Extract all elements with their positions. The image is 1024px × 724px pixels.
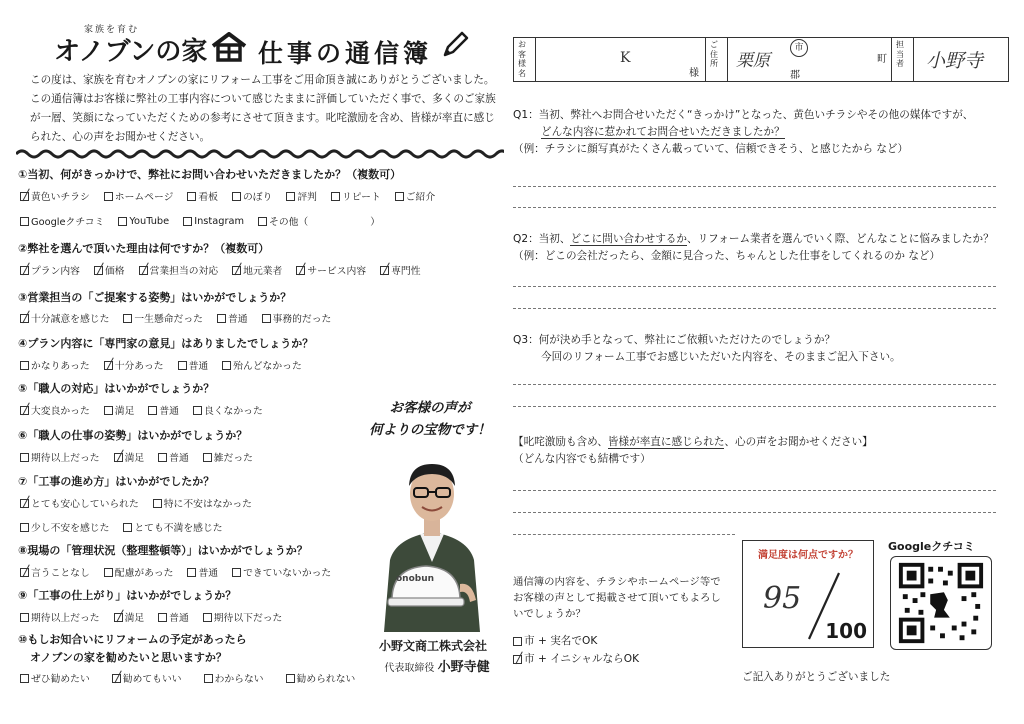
option-label: 勧めてもいい [122, 674, 182, 685]
checkbox-option[interactable] [258, 214, 380, 228]
option-label: 勧められない [296, 674, 356, 685]
checkbox-option[interactable] [104, 358, 164, 372]
option-label: 一生懸命だった [134, 314, 203, 325]
checkbox-icon[interactable] [153, 499, 162, 508]
checkbox-option[interactable] [203, 450, 253, 464]
answer-line[interactable] [513, 406, 996, 407]
options-row [20, 358, 302, 372]
checkbox-checked-icon[interactable] [94, 266, 103, 275]
checkbox-icon[interactable] [262, 314, 271, 323]
checkbox-option[interactable] [193, 403, 263, 417]
customer-name-label: お客様名 [518, 40, 526, 78]
option-label: 少し不安を感じた [31, 523, 110, 534]
option-label: 普通 [227, 314, 248, 325]
option-label: その他（ [269, 217, 309, 228]
checkbox-option[interactable] [222, 358, 302, 372]
q10-options [20, 671, 355, 685]
intro-text: この度は、家族を育むオノブンの家にリフォーム工事をご用命頂き誠にありがとうございました。この通信簿はお客様に弊社の工事内容について感じたままに評価していただく事で、多くのご家族が一層、笑顔になっていただくための参考にさせて頂きます。叱咤激励を含め、皆様が率直に感じられた、心の声をお聞かせください。 [30, 74, 496, 143]
checkbox-option[interactable] [20, 610, 100, 624]
option-label: YouTube [129, 215, 170, 227]
checkbox-option[interactable] [204, 671, 264, 685]
checkbox-icon[interactable] [395, 192, 404, 201]
answer-line[interactable] [513, 207, 996, 208]
checkbox-checked-icon[interactable] [114, 613, 123, 622]
option-label: のぼり [242, 192, 273, 203]
option-label: 満足 [124, 613, 145, 624]
checkbox-option[interactable] [232, 565, 331, 579]
satisfaction-score-box [742, 540, 874, 648]
option-label: ぜひ勧めたい [31, 674, 90, 685]
checkbox-checked-icon[interactable] [20, 406, 29, 415]
voice-line1a: 【叱咤激励も含め、 [513, 436, 608, 448]
option-label: 地元業者 [243, 266, 283, 277]
options-row [20, 520, 223, 534]
slogan-line2: 何よりの宝物です！ [369, 422, 491, 438]
voice-line1b: 皆様が率直に感じられた [607, 436, 725, 448]
option-label: 十分あった [114, 361, 164, 372]
option-label: 特に不安はなかった [163, 499, 252, 510]
option-label: 価格 [104, 266, 125, 277]
wavy-divider [16, 148, 504, 160]
option-label: 看板 [198, 192, 218, 203]
checkbox-icon[interactable] [217, 314, 226, 323]
checkbox-option[interactable] [153, 496, 252, 510]
options-row [20, 496, 252, 510]
checkbox-option[interactable] [148, 403, 179, 417]
option-label: 期待以上だった [31, 613, 100, 624]
publication-options [513, 632, 639, 668]
q10-title-line2: オノブンの家を勧めたいと思いますか？ [30, 651, 227, 664]
checkbox-option[interactable] [158, 610, 189, 624]
q2-line1b: どこに問い合わせするか [570, 233, 687, 245]
checkbox-checked-icon[interactable] [114, 453, 123, 462]
checkbox-icon[interactable] [513, 637, 522, 646]
options-row [20, 403, 263, 417]
option-label: かなりあった [31, 361, 90, 372]
checkbox-icon[interactable] [148, 406, 157, 415]
score-label: 満足度は何点ですか？ [758, 550, 858, 561]
option-label: 満足 [124, 453, 145, 464]
honorific: 様 [689, 68, 699, 79]
checkbox-checked-icon[interactable] [20, 192, 29, 201]
option-label: 期待以上だった [31, 453, 100, 464]
checkbox-option[interactable] [203, 610, 283, 624]
checkbox-icon[interactable] [20, 613, 29, 622]
option-label: とても安心していられた [31, 499, 139, 510]
brand-subtitle: 家族を育む [84, 25, 140, 35]
q2-line1a: Q2：当初、 [513, 233, 571, 245]
checkbox-option[interactable] [139, 263, 219, 277]
staff-name[interactable]: 小野寺 [926, 50, 984, 72]
checkbox-checked-icon[interactable] [20, 568, 29, 577]
checkbox-icon[interactable] [118, 217, 127, 226]
question-title: ⑤「職人の対応」はいかがでしょうか？ [18, 382, 215, 395]
q2-question [513, 231, 994, 265]
checkbox-option[interactable] [286, 671, 356, 685]
checkbox-option[interactable] [296, 263, 366, 277]
checkbox-icon[interactable] [183, 217, 192, 226]
checkbox-option[interactable] [20, 311, 109, 325]
score-value[interactable]: 95 [763, 581, 802, 616]
option-label: サービス内容 [307, 266, 367, 277]
question-title: ⑧現場の「管理状況（整理整頓等）」はいかがでしょうか？ [18, 544, 308, 557]
checkbox-icon[interactable] [178, 361, 187, 370]
checkbox-option[interactable] [331, 189, 381, 203]
checkbox-icon[interactable] [222, 361, 231, 370]
representative-photo [376, 450, 488, 632]
question-title: ②弊社を選んで頂いた理由は何ですか？（複数可） [18, 242, 270, 255]
checkbox-icon[interactable] [104, 568, 113, 577]
option-label: 期待以下だった [213, 613, 283, 624]
checkbox-checked-icon[interactable] [380, 266, 389, 275]
options-row [20, 610, 282, 624]
address-label: ご住所 [710, 40, 718, 68]
option-label: 評判 [297, 192, 317, 203]
option-label: ご紹介 [405, 192, 436, 203]
checkbox-option[interactable] [104, 403, 135, 417]
checkbox-icon[interactable] [331, 192, 340, 201]
option-label: 配慮があった [114, 568, 174, 579]
answer-line[interactable] [513, 286, 996, 287]
checkbox-icon[interactable] [232, 192, 241, 201]
answer-line[interactable] [513, 534, 735, 535]
checkbox-icon[interactable] [203, 453, 212, 462]
slogan-line1: お客様の声が [389, 400, 471, 416]
options-row [20, 189, 435, 203]
q1-question [513, 107, 973, 158]
option-label: リピート [341, 192, 381, 203]
checkbox-option[interactable] [178, 358, 209, 372]
customer-info-table [513, 37, 1009, 82]
brand-name: オノブンの家 [54, 37, 208, 67]
checkbox-option[interactable] [380, 263, 420, 277]
checkbox-option[interactable] [20, 214, 104, 228]
voice-line1c: 、心の声をお聞かせください】 [724, 436, 873, 448]
voice-question [513, 434, 873, 468]
representative [362, 656, 512, 675]
answer-line[interactable] [513, 384, 996, 385]
option-label: 市 + 実名でOK [524, 635, 598, 647]
checkbox-option[interactable] [232, 263, 282, 277]
checkbox-option[interactable] [232, 189, 272, 203]
checkbox-option[interactable] [187, 565, 218, 579]
q3-line1: Q3：何が決め手となって、弊社にご依頼いただけたのでしょうか？ [513, 334, 836, 346]
qr-code-icon[interactable] [890, 556, 992, 650]
checkbox-option[interactable] [123, 311, 203, 325]
checkbox-icon[interactable] [158, 453, 167, 462]
checkbox-option[interactable] [20, 496, 139, 510]
customer-name[interactable]: K [620, 50, 631, 66]
checkbox-icon[interactable] [204, 674, 213, 683]
q1-example: （例：チラシに顔写真がたくさん載っていて、信頼できそう、と感じたから など） [513, 143, 909, 155]
option-label: とても不満を感じた [134, 523, 223, 534]
checkbox-icon[interactable] [123, 314, 132, 323]
options-row [20, 450, 253, 464]
checkbox-option[interactable] [123, 520, 222, 534]
checkbox-option[interactable] [158, 450, 189, 464]
checkbox-icon[interactable] [203, 613, 212, 622]
checkbox-checked-icon[interactable] [139, 266, 148, 275]
checkbox-icon[interactable] [187, 568, 196, 577]
pen-icon [440, 30, 470, 60]
option-label: 専門性 [391, 266, 421, 277]
other-close-paren: ） [370, 217, 381, 228]
checkbox-icon[interactable] [20, 361, 29, 370]
option-label: Googleクチコミ [31, 217, 105, 228]
options-row [20, 214, 380, 228]
checkbox-option[interactable] [20, 358, 90, 372]
checkbox-icon[interactable] [286, 674, 295, 683]
option-label: 十分誠意を感じた [31, 314, 110, 325]
option-label: 黄色いチラシ [31, 192, 90, 203]
helmet-logo: onobun [396, 574, 435, 584]
option-label: Instagram [194, 215, 245, 227]
checkbox-icon[interactable] [20, 523, 29, 532]
question-title: ⑦「工事の進め方」はいかがでしたか？ [18, 475, 215, 488]
checkbox-icon[interactable] [232, 568, 241, 577]
q1-line2: どんな内容に惹かれてお問合せいただきましたか？ [541, 126, 785, 138]
checkbox-option[interactable] [112, 671, 182, 685]
option-label: 言うことなし [31, 568, 90, 579]
option-label: ホームページ [114, 192, 174, 203]
google-review-label: Googleクチコミ [888, 540, 975, 553]
option-label: 営業担当の対応 [149, 266, 219, 277]
checkbox-icon[interactable] [286, 192, 295, 201]
answer-line[interactable] [513, 308, 996, 309]
checkbox-checked-icon[interactable] [296, 266, 305, 275]
checkbox-option[interactable] [104, 189, 174, 203]
checkbox-option[interactable] [20, 189, 90, 203]
options-row [20, 263, 421, 277]
option-label: 普通 [159, 406, 179, 417]
checkbox-icon[interactable] [20, 674, 29, 683]
checkbox-option[interactable] [114, 610, 145, 624]
option-label: 満足 [114, 406, 135, 417]
option-label: 普通 [198, 568, 219, 579]
option-label: 普通 [169, 613, 189, 624]
publication-consent-text: 通信簿の内容を、チラシやホームページ等でお客様の声として掲載させて頂いてもよろしいでしょうか？ [513, 576, 721, 620]
score-max: 100 [825, 619, 867, 643]
checkbox-option[interactable] [20, 403, 90, 417]
checkbox-option[interactable] [114, 450, 145, 464]
option-label: 普通 [169, 453, 189, 464]
town-label: 町 [877, 54, 887, 65]
checkbox-option[interactable] [118, 214, 169, 228]
checkbox-option[interactable] [286, 189, 317, 203]
page-title: 仕事の通信簿 [258, 39, 433, 68]
option-label: できていないかった [243, 568, 332, 579]
house-icon [210, 32, 248, 62]
staff-label: 担当者 [896, 40, 904, 68]
checkbox-checked-icon[interactable] [513, 655, 522, 664]
checkbox-option[interactable] [20, 450, 100, 464]
checkbox-icon[interactable] [187, 192, 196, 201]
option-label: 事務的だった [272, 314, 332, 325]
question-title: ①当初、何がきっかけで、弊社にお問い合わせいただきましたか？（複数可） [18, 168, 402, 181]
option-label: 市 + イニシャルならOK [524, 653, 640, 665]
q10-title-line1: ⑩もしお知合いにリフォームの予定があったら [18, 633, 247, 646]
question-title: ④プラン内容に「専門家の意見」はありましたでしょうか？ [18, 337, 314, 350]
checkbox-checked-icon[interactable] [20, 314, 29, 323]
options-row [20, 311, 331, 325]
q3-line2: 今回のリフォーム工事でお感じいただいた内容を、そのままご記入下さい。 [541, 351, 901, 363]
option-label: プラン内容 [31, 266, 80, 277]
checkbox-checked-icon[interactable] [232, 266, 241, 275]
question-title: ⑥「職人の仕事の姿勢」はいかがでしょうか？ [18, 429, 248, 442]
q1-line1: Q1：当初、弊社へお問合せいただく“きっかけ”となった、黄色いチラシやその他の媒体ですが、 [513, 109, 974, 121]
checkbox-checked-icon[interactable] [104, 361, 113, 370]
checkbox-option[interactable] [94, 263, 125, 277]
checkbox-option[interactable] [217, 311, 248, 325]
district-label: 郡 [790, 70, 800, 81]
answer-line[interactable] [513, 490, 996, 491]
checkbox-icon[interactable] [193, 406, 202, 415]
checkbox-checked-icon[interactable] [20, 499, 29, 508]
question-title: ⑨「工事の仕上がり」はいかがでしょうか？ [18, 589, 237, 602]
checkbox-option[interactable] [187, 189, 218, 203]
option-label: わからない [214, 674, 264, 685]
publication-option-initial[interactable] [513, 650, 639, 668]
publication-option-realname[interactable] [513, 632, 639, 650]
q2-example: （例：どこの会社だったら、金額に見合った、ちゃんとした仕事をしてくれるのか など） [513, 250, 941, 262]
checkbox-option[interactable] [20, 671, 90, 685]
checkbox-checked-icon[interactable] [112, 674, 121, 683]
company-name: 小野文商工株式会社 [378, 639, 487, 653]
checkbox-checked-icon[interactable] [20, 266, 29, 275]
answer-line[interactable] [513, 186, 996, 187]
option-label: 大変良かった [31, 406, 90, 417]
checkbox-icon[interactable] [104, 192, 113, 201]
checkbox-icon[interactable] [104, 406, 113, 415]
checkbox-option[interactable] [262, 311, 332, 325]
checkbox-option[interactable] [395, 189, 435, 203]
checkbox-option[interactable] [20, 263, 80, 277]
checkbox-icon[interactable] [158, 613, 167, 622]
options-row [20, 565, 331, 579]
checkbox-icon[interactable] [20, 453, 29, 462]
checkbox-option[interactable] [20, 565, 90, 579]
checkbox-option[interactable] [20, 520, 109, 534]
q2-line1c: 、リフォーム業者を選んでいく際、どんなことに悩みましたか？ [687, 233, 994, 245]
option-label: 良くなかった [203, 406, 263, 417]
checkbox-icon[interactable] [20, 217, 29, 226]
checkbox-icon[interactable] [258, 217, 267, 226]
voice-line2: （どんな内容でも結構です） [513, 453, 651, 465]
checkbox-icon[interactable] [123, 523, 132, 532]
option-label: 殆んどなかった [233, 361, 302, 372]
rep-title: 代表取締役 [384, 663, 435, 674]
option-label: 普通 [188, 361, 209, 372]
rep-name: 小野寺健 [437, 660, 490, 675]
checkbox-option[interactable] [104, 565, 174, 579]
question-title: ③営業担当の「ご提案する姿勢」はいかがでしょうか？ [18, 291, 292, 304]
q3-question [513, 332, 901, 366]
thanks-message: ご記入ありがとうございました [742, 671, 891, 683]
slogan [360, 397, 500, 441]
city-mark-circled: 市 [790, 39, 808, 57]
option-label: 雑だった [213, 453, 253, 464]
answer-line[interactable] [513, 512, 996, 513]
address-city[interactable]: 栗原 [736, 51, 770, 71]
checkbox-option[interactable] [183, 214, 244, 228]
